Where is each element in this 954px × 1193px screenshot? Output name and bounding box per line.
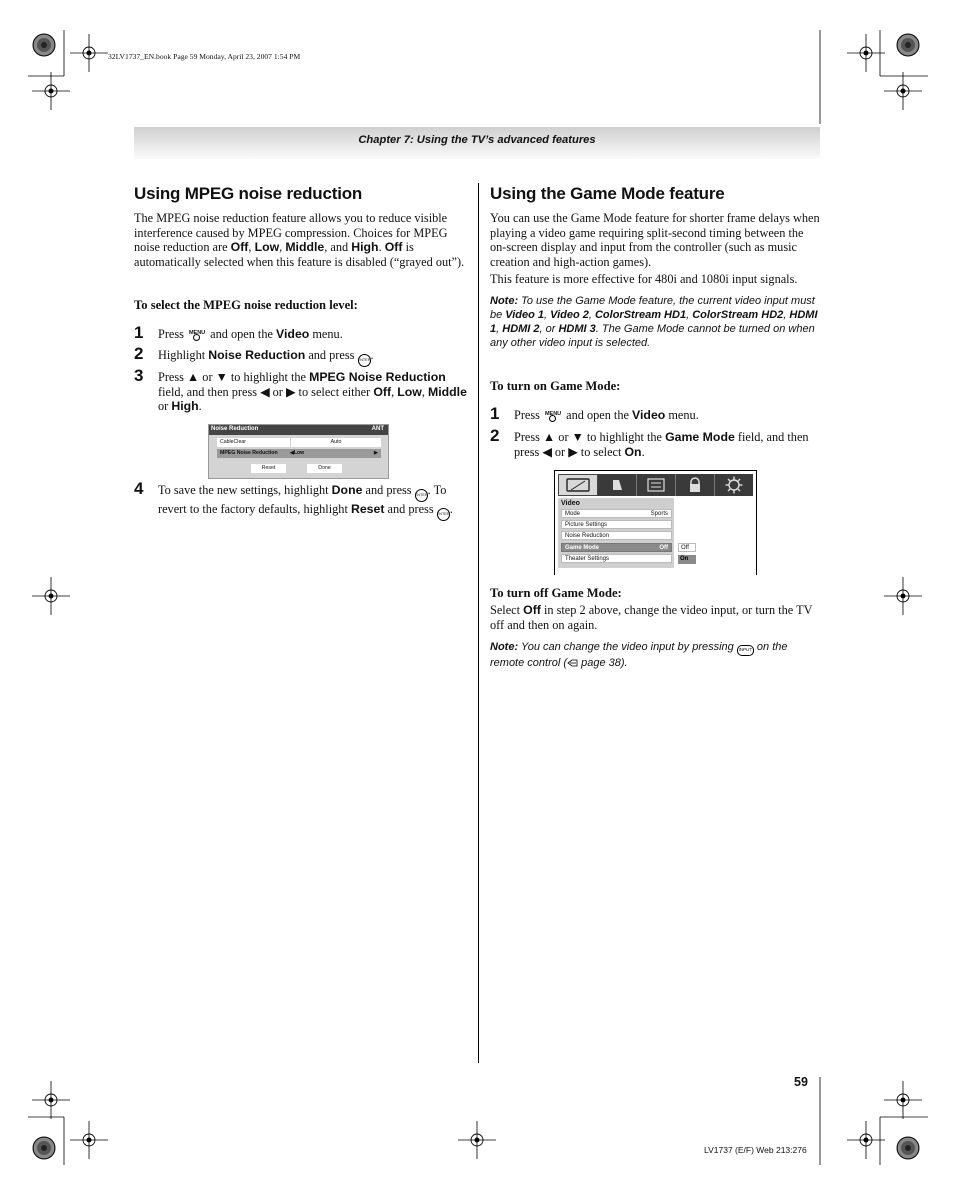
- menu-item-mode[interactable]: Mode Sports: [561, 509, 672, 518]
- menu-item-noise-reduction[interactable]: Noise Reduction: [561, 531, 672, 540]
- game-mode-intro: You can use the Game Mode feature for shorter frame delays when playing a video game requiring split-second timing between the on-screen display and input from the controller (such as music creation and high-action games).: [490, 211, 820, 269]
- noise-reduction-menu-title: Noise Reduction ANT: [209, 425, 388, 435]
- down-arrow-icon: ▼: [215, 370, 228, 384]
- right-arrow-icon: ▶: [374, 450, 378, 456]
- turn-on-subhead: To turn on Game Mode:: [490, 379, 621, 393]
- video-menu-heading: Video: [561, 500, 580, 507]
- cableclear-value[interactable]: Auto: [291, 438, 381, 447]
- mpeg-step2-number: 2: [134, 344, 144, 363]
- right-arrow-icon: ▶: [285, 384, 296, 399]
- noise-reduction-menu: [208, 424, 389, 479]
- menu-item-game-mode[interactable]: Game Mode Off: [561, 543, 672, 552]
- game-step2: Press ▲ or ▼ to highlight the Game Mode field, and then press ◀ or ▶ to select On.: [514, 430, 809, 459]
- menu-button-icon: MENU: [543, 408, 563, 422]
- game-mode-option-on[interactable]: On: [678, 555, 696, 564]
- menu-tab-bar: [558, 474, 753, 496]
- input-note: Note: You can change the video input by pressing INPUT on the remote control ( page 38).: [490, 641, 788, 669]
- up-arrow-icon: ▲: [543, 430, 556, 444]
- chapter-title: Chapter 7: Using the TV’s advanced features: [358, 134, 596, 146]
- game-step1: Press MENU and open the Video menu.: [514, 408, 699, 422]
- mpeg-step3: Press ▲ or ▼ to highlight the MPEG Noise Reduction field, and then press ◀ or ▶ to select either Off, Low, Middle or High.: [158, 370, 467, 413]
- game-mode-intro-2: This feature is more effective for 480i and 1080i input signals.: [490, 272, 798, 286]
- mpeg-noise-reduction-value: Low: [293, 450, 305, 456]
- up-arrow-icon: ▲: [187, 370, 200, 384]
- reset-button[interactable]: Reset: [251, 464, 286, 473]
- done-button[interactable]: Done: [307, 464, 342, 473]
- tab-setup[interactable]: [715, 474, 753, 496]
- menu-item-theater-settings[interactable]: Theater Settings: [561, 554, 672, 563]
- game-mode-note: Note: To use the Game Mode feature, the current video input must be Video 1, Video 2, ColorStream HD1, ColorStream HD2, HDMI 1, HDMI 2, or HDMI 3. The Game Mode cannot be turned on when any other video input is selected.: [490, 295, 818, 349]
- down-arrow-icon: ▼: [571, 430, 584, 444]
- gear-icon: [725, 476, 743, 494]
- menu-button-icon: MENU: [187, 327, 207, 341]
- mpeg-subhead: To select the MPEG noise reduction level:: [134, 298, 358, 312]
- page-reference-icon: [567, 658, 578, 667]
- game-step2-number: 2: [490, 426, 500, 445]
- game-mode-option-off[interactable]: Off: [678, 543, 696, 552]
- left-arrow-icon: ◀: [542, 444, 552, 459]
- book-info: 32LV1737_EN.book Page 59 Monday, April 23, 2007 1:54 PM: [108, 52, 301, 61]
- menu-item-picture-settings[interactable]: Picture Settings: [561, 520, 672, 529]
- turn-off-text: Select Off in step 2 above, change the video input, or turn the TV off and then on again.: [490, 603, 813, 632]
- mpeg-heading: Using MPEG noise reduction: [134, 184, 363, 203]
- tv-screen-icon: [565, 477, 591, 493]
- footer-code: LV1737 (E/F) Web 213:276: [704, 1145, 807, 1155]
- tab-video[interactable]: [558, 474, 598, 496]
- left-arrow-icon: ◀: [290, 450, 294, 456]
- mpeg-step2: Highlight Noise Reduction and press ENTER.: [158, 348, 468, 367]
- ant-label: ANT: [371, 426, 384, 432]
- mpeg-intro: The MPEG noise reduction feature allows you to reduce visible interference caused by MPEG compression. Choices for MPEG noise reduction are Off, Low, Middle, and High. Off is automatically selected when this feature is disabled (“grayed out”).: [134, 211, 465, 269]
- tab-audio[interactable]: [598, 474, 637, 496]
- mpeg-step1-number: 1: [134, 323, 144, 342]
- tab-preferences[interactable]: [637, 474, 676, 496]
- game-step1-number: 1: [490, 404, 500, 423]
- video-menu-panel: [558, 498, 674, 568]
- left-arrow-icon: ◀: [260, 384, 270, 399]
- tab-lock[interactable]: [676, 474, 715, 496]
- enter-button-icon: ENTER: [437, 508, 450, 521]
- cableclear-label: CableClear: [217, 438, 290, 447]
- game-mode-heading: Using the Game Mode feature: [490, 184, 725, 203]
- video-menu-screenshot: [554, 470, 757, 575]
- lock-icon: [687, 477, 703, 493]
- page-number: 59: [794, 1075, 808, 1089]
- chapter-header: [134, 127, 820, 159]
- enter-button-icon: ENTER: [415, 489, 428, 502]
- mpeg-step4: To save the new settings, highlight Done and press ENTER. To revert to the factory defaults, highlight Reset and press ENTER.: [158, 483, 468, 521]
- mpeg-step3-number: 3: [134, 366, 144, 385]
- mpeg-step1: Press MENU and open the Video menu.: [158, 327, 343, 341]
- preferences-icon: [645, 477, 667, 493]
- column-divider: [478, 183, 479, 1063]
- turn-off-subhead: To turn off Game Mode:: [490, 586, 622, 600]
- input-button-icon: INPUT: [737, 645, 754, 656]
- right-arrow-icon: ▶: [568, 444, 578, 459]
- speaker-icon: [607, 477, 627, 493]
- enter-button-icon: ENTER: [358, 354, 371, 367]
- mpeg-step4-number: 4: [134, 479, 144, 498]
- mpeg-noise-reduction-row[interactable]: MPEG Noise Reduction ◀ Low ▶: [217, 449, 381, 458]
